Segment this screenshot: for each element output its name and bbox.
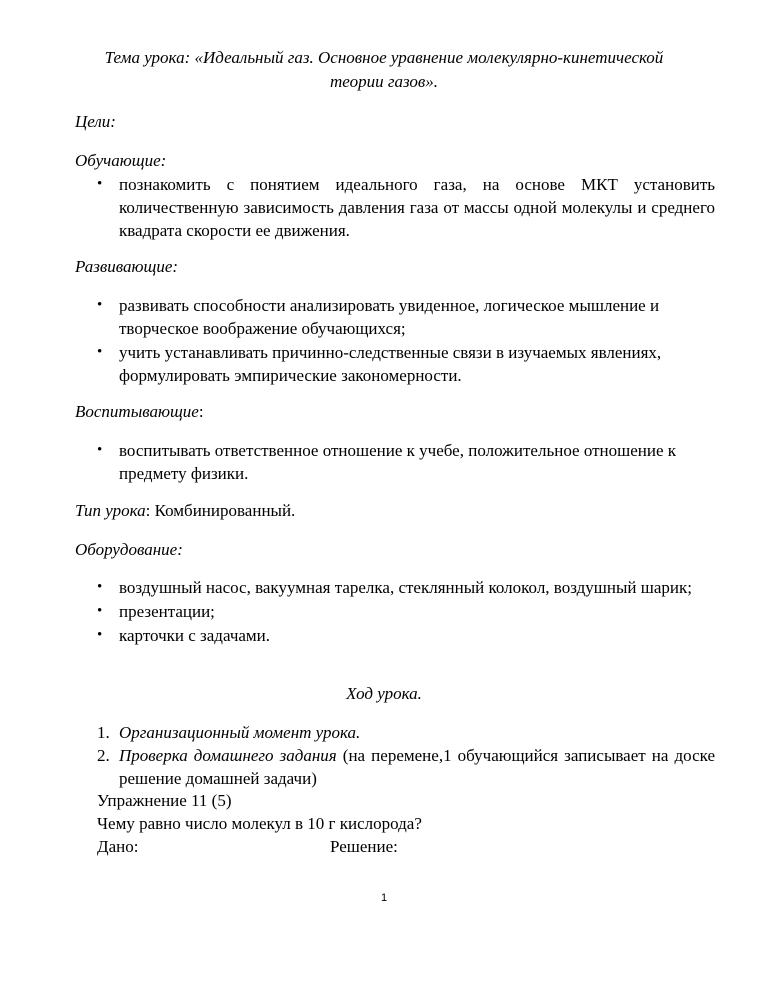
equipment-list [75,576,715,648]
lesson-title-line-2: теории газов». [329,72,439,91]
item-italic-text: Проверка домашнего задания [119,746,337,765]
educating-heading-colon: : [198,402,204,421]
developing-list [75,294,715,388]
list-item [75,744,715,790]
educating-list [75,439,715,486]
item-number: 2. [97,746,110,765]
page-number: 1 [380,892,388,904]
list-item: • карточки с задачами. [75,624,715,647]
lesson-type-label: Тип урока [75,501,146,520]
list-item: • познакомить с понятием идеального газа, на основе МКТ установить количественную зависимость давления газа от массы одной молекулы и среднего квадрата скорости ее движения. [75,173,715,242]
list-item: • воспитывать ответственное отношение к учебе, положительное отношение к предмету физики. [75,439,715,485]
exercise-line: Упражнение 11 (5) [97,791,232,810]
list-item [75,721,715,744]
lesson-title [60,46,708,94]
lesson-title-line-1: Тема урока: «Идеальный газ. Основное уравнение молекулярно-кинетической [104,48,664,67]
goals-heading: Цели: [75,112,116,131]
educating-heading [75,401,204,423]
teaching-heading: Обучающие: [75,151,167,170]
item-number: 1. [97,723,110,742]
course-list [75,721,715,790]
lesson-type-value: : Комбинированный. [145,501,296,520]
list-item: • презентации; [75,600,715,623]
equipment-heading: Оборудование: [75,540,183,559]
lesson-type [75,500,295,522]
item-text: Организационный момент урока. [119,723,361,742]
given-label: Дано: [97,837,139,856]
developing-heading: Развивающие: [75,257,179,276]
teaching-list [75,173,715,243]
question-line: Чему равно число молекул в 10 г кислорода? [97,814,422,833]
educating-heading-label: Воспитывающие [75,402,199,421]
list-item: • развивать способности анализировать увиденное, логическое мышление и творческое воображение обучающихся; [75,294,715,340]
list-item: • учить устанавливать причинно-следственные связи в изучаемых явлениях, формулировать эмпирические закономерности. [75,341,715,387]
course-heading: Ход урока. [346,684,422,703]
solution-label: Решение: [330,837,398,856]
item-text: (на перемене,1 обучающийся записывает на доске решение домашней задачи) [119,746,716,788]
list-item: • воздушный насос, вакуумная тарелка, стеклянный колокол, воздушный шарик; [75,576,715,599]
